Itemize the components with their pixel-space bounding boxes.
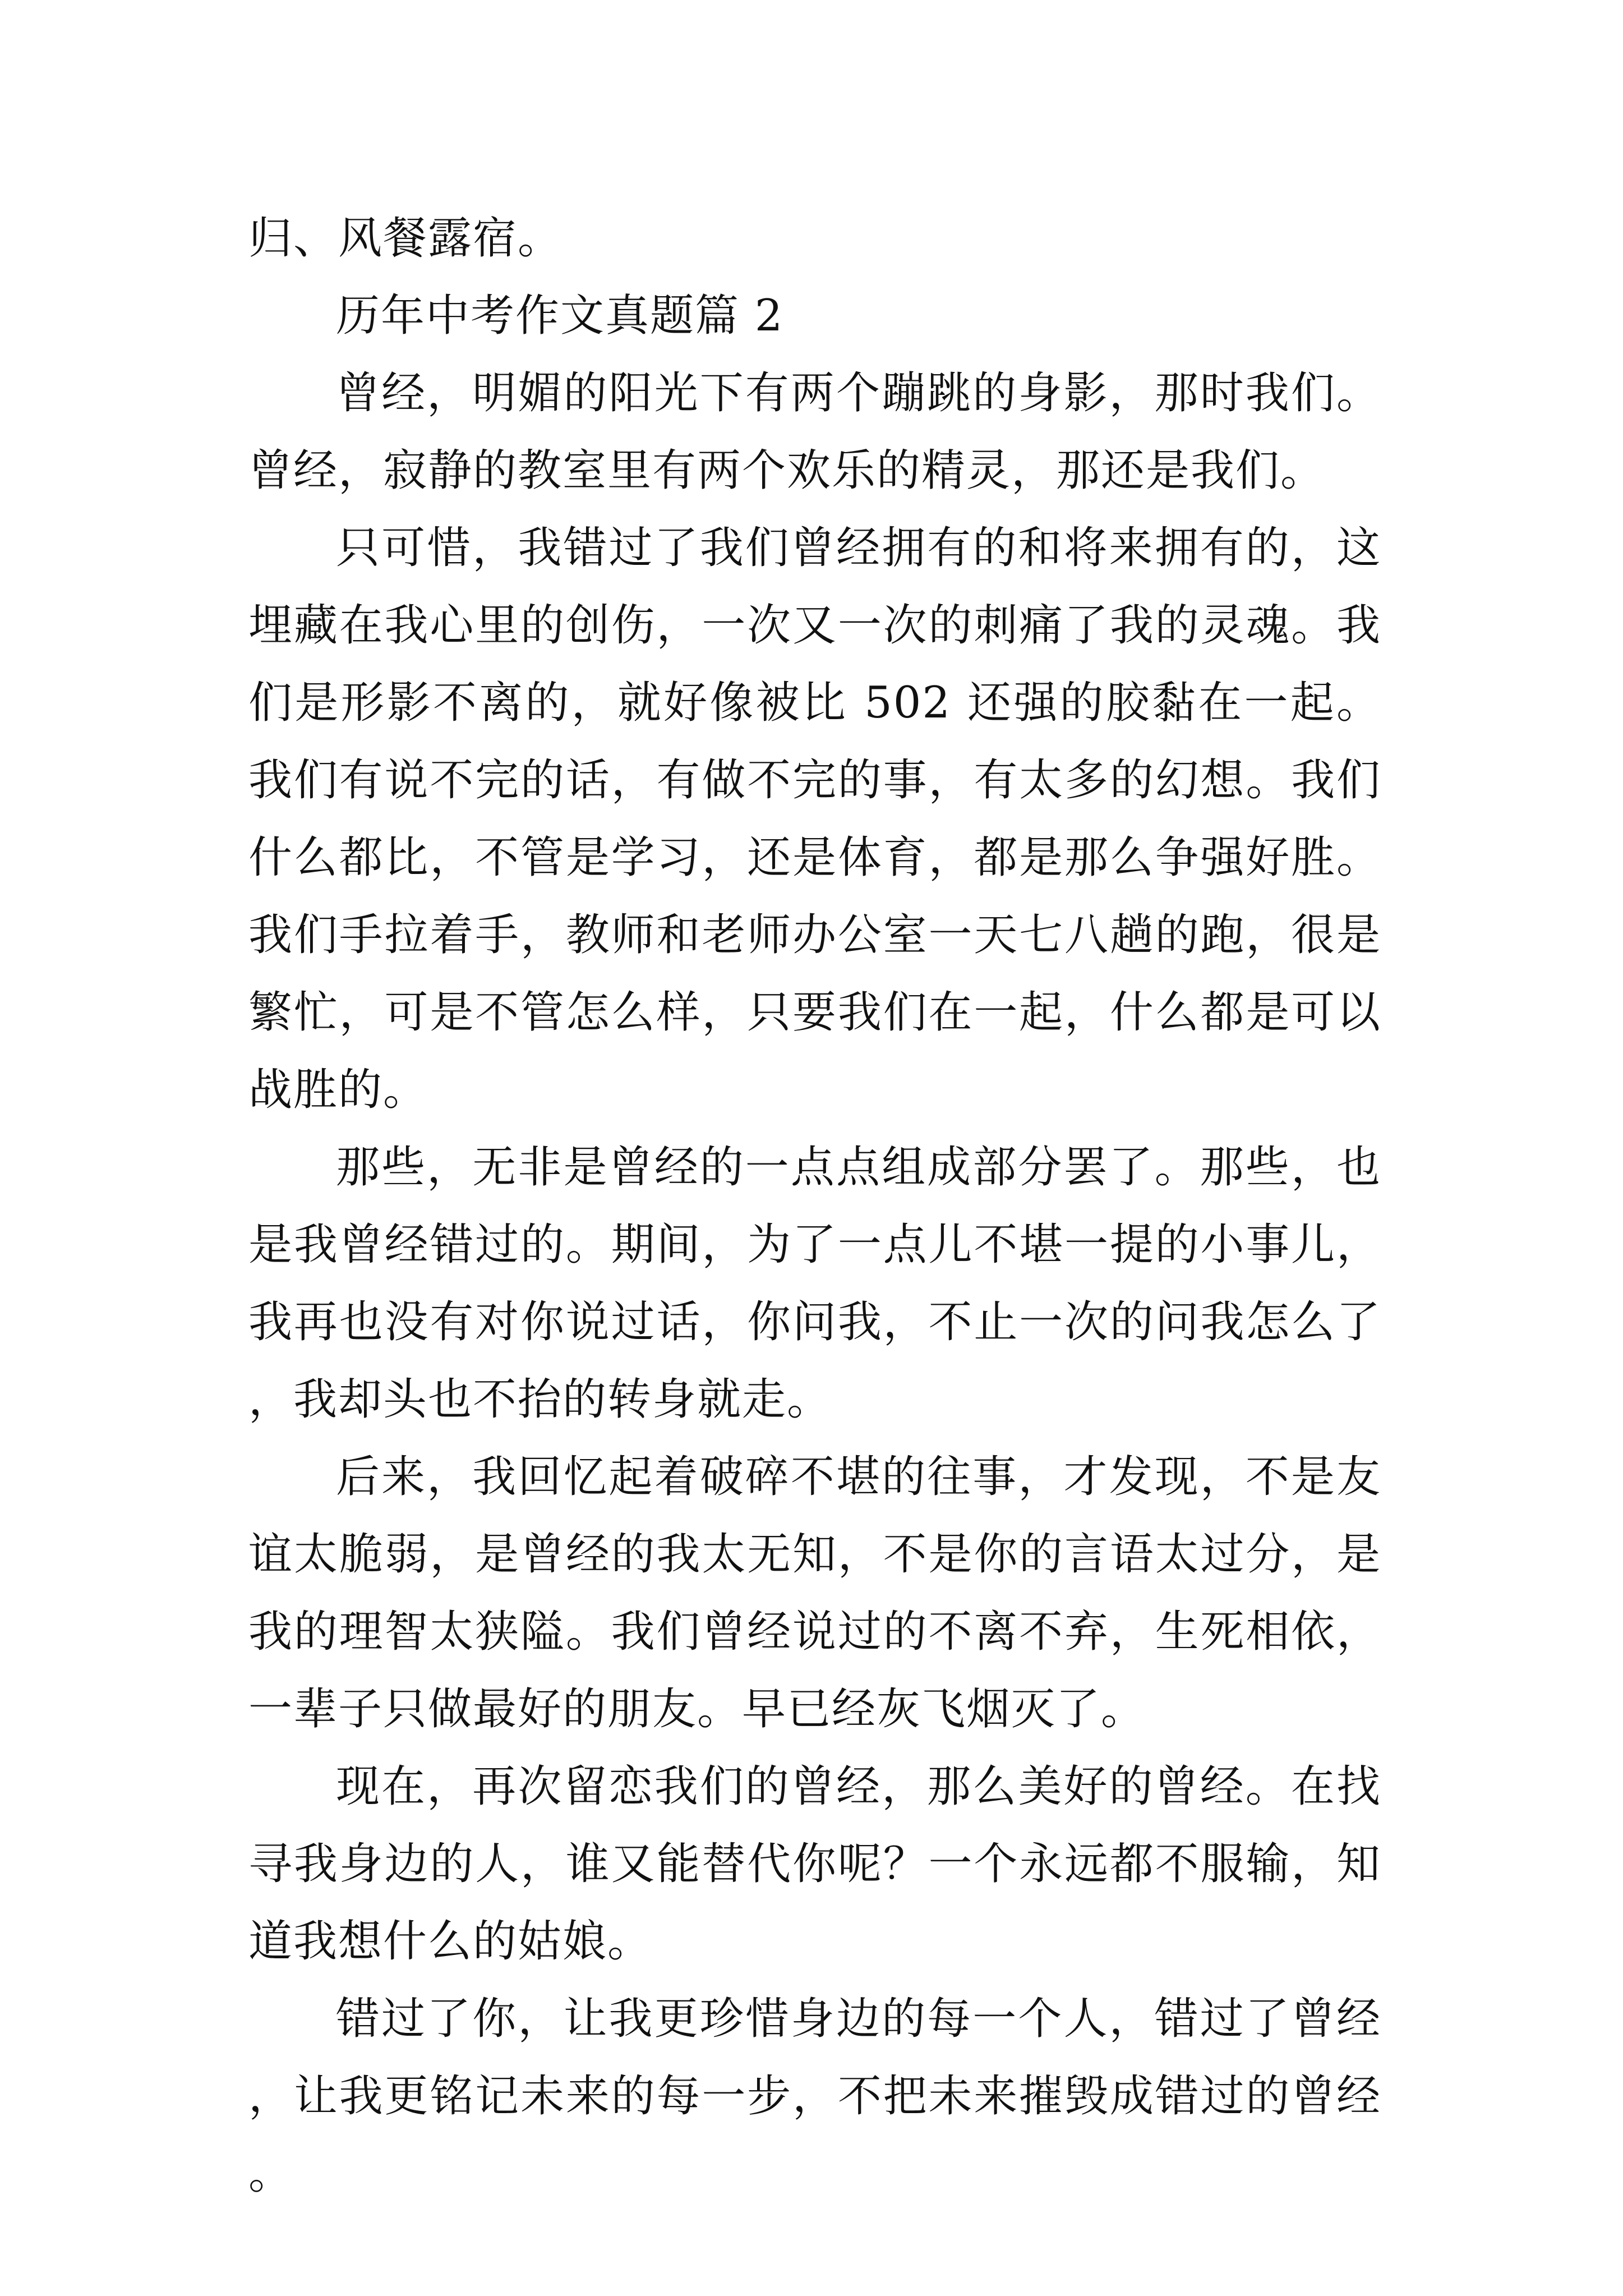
paragraph-continuation: 归、风餐露宿。	[248, 213, 563, 264]
section-heading: 历年中考作文真题篇 2	[336, 291, 784, 341]
document-body	[248, 200, 1381, 2212]
paragraph: 只可惜，我错过了我们曾经拥有的和将来拥有的，这埋藏在我心里的创伤，一次又一次的刺痛了我的灵魂。我们是形影不离的，就好像被比 502 还强的胶黏在一起。我们有说不完的话，有做不完的事，有太多的幻想。我们什么都比，不管是学习，还是体育，都是那么争强好胜。我们手拉着手，教师和老师办公室一天七八趟的跑，很是繁忙，可是不管怎么样，只要我们在一起，什么都是可以战胜的。	[248, 523, 1381, 1115]
paragraph: 错过了你，让我更珍惜身边的每一个人，错过了曾经，让我更铭记未来的每一步，不把未来摧毁成错过的曾经。	[248, 1994, 1381, 2199]
paragraph: 后来，我回忆起着破碎不堪的往事，才发现，不是友谊太脆弱，是曾经的我太无知，不是你的言语太过分，是我的理智太狭隘。我们曾经说过的不离不弃，生死相依，一辈子只做最好的朋友。早已经灰飞烟灭了。	[248, 1452, 1381, 1734]
paragraph: 曾经，明媚的阳光下有两个蹦跳的身影，那时我们。曾经，寂静的教室里有两个欢乐的精灵，那还是我们。	[248, 368, 1381, 496]
paragraph: 现在，再次留恋我们的曾经，那么美好的曾经。在找寻我身边的人，谁又能替代你呢？一个永远都不服输，知道我想什么的姑娘。	[248, 1761, 1381, 1967]
paragraph: 那些，无非是曾经的一点点组成部分罢了。那些，也是我曾经错过的。期间，为了一点儿不堪一提的小事儿，我再也没有对你说过话，你问我，不止一次的问我怎么了，我却头也不抬的转身就走。	[248, 1142, 1381, 1425]
